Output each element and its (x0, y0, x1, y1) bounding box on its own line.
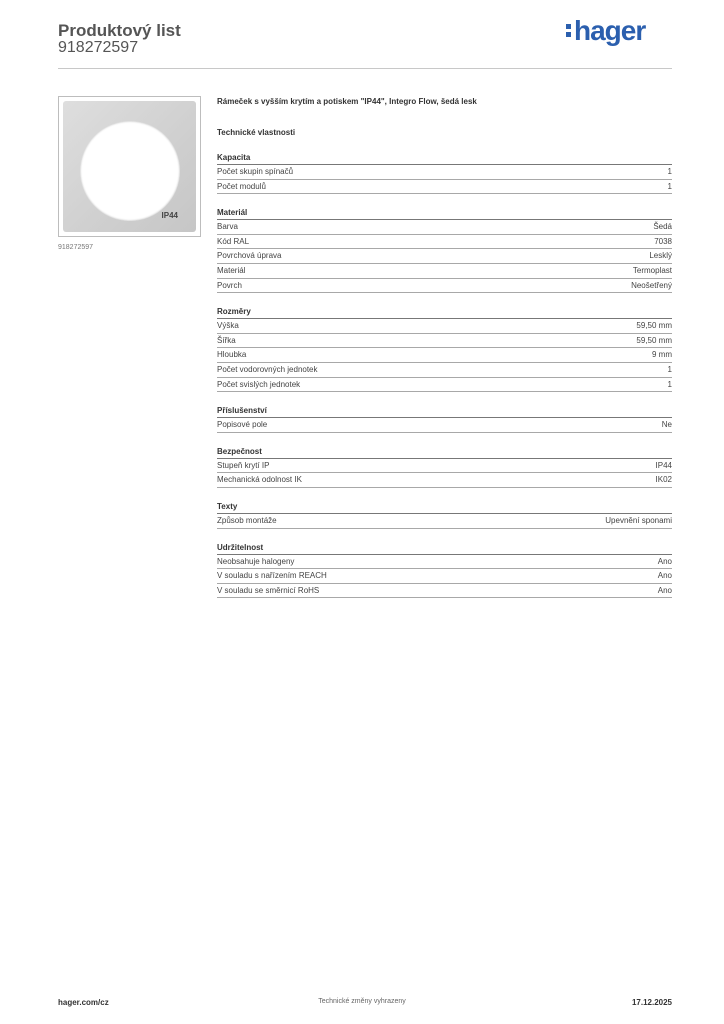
table-row (217, 249, 672, 264)
table-row (217, 418, 672, 433)
section-title: Příslušenství (217, 405, 672, 418)
row-label: Hloubka (217, 350, 247, 360)
row-value: Ano (657, 571, 672, 581)
row-value: Ano (657, 585, 672, 595)
row-value: IP44 (655, 460, 672, 470)
product-number: 918272597 (58, 39, 139, 56)
product-image (58, 96, 201, 237)
row-value: 9 mm (652, 350, 672, 360)
row-value: Šedá (653, 222, 672, 232)
row-label: Povrchová úprava (217, 251, 282, 261)
table-row (217, 264, 672, 279)
row-label: V souladu s nařízením REACH (217, 571, 327, 581)
table-row (217, 459, 672, 474)
product-description: Rámeček s vyšším krytím a potiskem "IP44", Integro Flow, šedá lesk (217, 97, 477, 106)
spec-table (217, 96, 672, 598)
table-row (217, 514, 672, 529)
row-label: Kód RAL (217, 236, 250, 246)
table-row (217, 348, 672, 363)
table-row (217, 334, 672, 349)
section-title: Udržitelnost (217, 542, 672, 555)
row-value: Termoplast (632, 265, 672, 275)
header-divider (58, 68, 672, 69)
table-row (217, 584, 672, 599)
table-row (217, 569, 672, 584)
page-title: Produktový list (58, 21, 181, 40)
logo-dots-icon (566, 21, 571, 40)
row-label: Počet svislých jednotek (217, 379, 301, 389)
table-row (217, 220, 672, 235)
row-value: Ne (661, 420, 672, 430)
row-label: V souladu se směrnicí RoHS (217, 585, 320, 595)
footer-notice: Technické změny vyhrazeny (318, 998, 406, 1005)
section-title: Materiál (217, 207, 672, 220)
row-value: Lesklý (649, 251, 672, 261)
table-row (217, 473, 672, 488)
footer-website[interactable]: hager.com/cz (58, 998, 109, 1007)
spec-sections (217, 152, 672, 598)
footer-date: 17.12.2025 (631, 998, 672, 1007)
row-value: 59,50 mm (636, 335, 672, 345)
hager-logo (566, 15, 645, 47)
image-caption: 918272597 (58, 244, 94, 251)
table-row (217, 235, 672, 250)
row-label: Neobsahuje halogeny (217, 556, 295, 566)
row-value: 59,50 mm (636, 321, 672, 331)
table-row (217, 180, 672, 195)
section-title: Kapacita (217, 152, 672, 165)
row-label: Povrch (217, 280, 242, 290)
table-row (217, 378, 672, 393)
row-label: Výška (217, 321, 239, 331)
row-label: Materiál (217, 265, 246, 275)
row-value: 1 (667, 181, 672, 191)
frame-illustration (63, 101, 196, 232)
row-value: 1 (667, 167, 672, 176)
row-label: Způsob montáže (217, 515, 277, 525)
row-label: Počet vodorovných jednotek (217, 364, 318, 374)
row-value: Ano (657, 556, 672, 566)
logo-text: hager (574, 15, 646, 46)
table-row (217, 363, 672, 378)
spec-heading: Technické vlastnosti (217, 128, 296, 137)
table-row (217, 165, 672, 180)
row-label: Šířka (217, 335, 236, 345)
ip-badge: IP44 (161, 211, 178, 220)
row-value: Upevnění sponami (605, 515, 672, 525)
row-label: Popisové pole (217, 420, 268, 430)
row-value: 7038 (654, 236, 672, 246)
row-value: IK02 (655, 475, 672, 485)
section-title: Bezpečnost (217, 446, 672, 459)
section-title: Texty (217, 501, 672, 514)
row-label: Barva (217, 222, 238, 232)
row-value: 1 (667, 364, 672, 374)
table-row (217, 555, 672, 570)
table-row (217, 319, 672, 334)
row-label: Mechanická odolnost IK (217, 475, 302, 485)
row-label: Počet modulů (217, 181, 266, 191)
row-value: 1 (667, 379, 672, 389)
row-label: Stupeň krytí IP (217, 460, 270, 470)
row-value: Neošetřený (631, 280, 672, 290)
section-title: Rozměry (217, 306, 672, 319)
frame-opening (80, 121, 180, 221)
table-row (217, 279, 672, 294)
row-label: Počet skupin spínačů (217, 167, 294, 176)
